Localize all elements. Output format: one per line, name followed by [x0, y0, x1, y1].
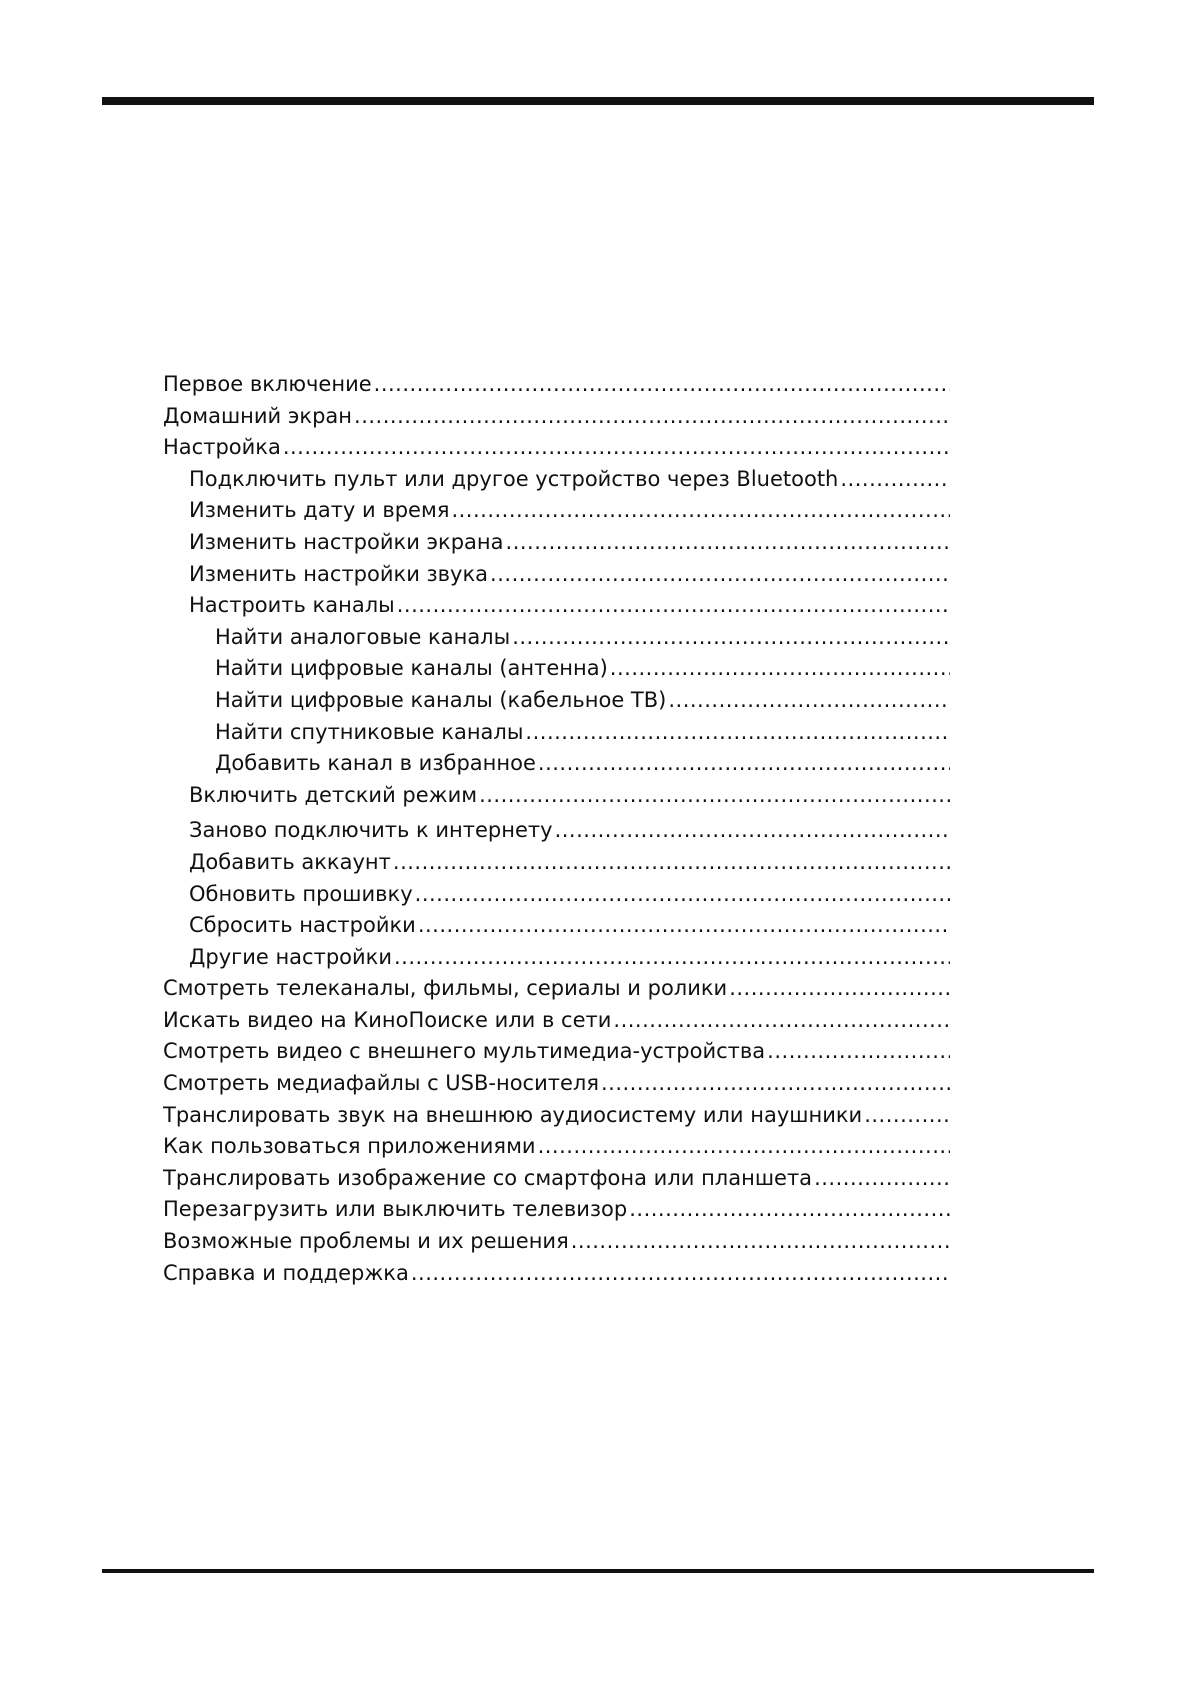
toc-leader-dots	[629, 1194, 950, 1226]
toc-leader-dots	[415, 879, 950, 911]
toc-entry-title: Включить детский режим	[189, 782, 478, 807]
toc-leader-dots	[525, 717, 950, 749]
table-of-contents	[163, 369, 950, 1289]
toc-entry-title: Как пользоваться приложениями	[163, 1134, 536, 1159]
toc-leader-dots	[555, 815, 950, 847]
toc-entry-title: Изменить настройки звука	[189, 561, 489, 586]
toc-entry[interactable]	[163, 685, 950, 717]
toc-leader-dots	[610, 653, 950, 685]
toc-entry[interactable]	[163, 717, 950, 749]
toc-entry[interactable]	[163, 559, 950, 591]
toc-entry[interactable]	[163, 653, 950, 685]
toc-entry[interactable]	[163, 1036, 950, 1068]
toc-leader-dots	[767, 1036, 950, 1068]
toc-leader-dots	[479, 780, 950, 812]
toc-leader-dots	[668, 685, 950, 717]
toc-entry[interactable]	[163, 910, 950, 942]
toc-entry-title: Добавить канал в избранное	[215, 751, 536, 776]
toc-leader-dots	[283, 432, 950, 464]
toc-entry[interactable]	[163, 464, 950, 496]
toc-leader-dots	[418, 910, 950, 942]
toc-entry-title: Сбросить настройки	[189, 913, 416, 938]
toc-entry[interactable]	[163, 1131, 950, 1163]
toc-entry[interactable]	[163, 590, 950, 622]
toc-entry[interactable]	[163, 495, 950, 527]
top-rule	[102, 97, 1094, 105]
toc-entry[interactable]	[163, 1258, 950, 1290]
toc-leader-dots	[393, 847, 950, 879]
toc-entry-title: Изменить дату и время	[189, 498, 450, 523]
toc-leader-dots	[354, 401, 950, 433]
toc-leader-dots	[538, 1131, 950, 1163]
toc-entry-title: Добавить аккаунт	[189, 849, 391, 874]
toc-leader-dots	[840, 464, 950, 496]
toc-entry[interactable]	[163, 815, 950, 847]
toc-leader-dots	[397, 590, 950, 622]
toc-entry-title: Обновить прошивку	[189, 881, 413, 906]
toc-leader-dots	[729, 973, 950, 1005]
toc-entry[interactable]	[163, 942, 950, 974]
toc-entry-title: Изменить настройки экрана	[189, 529, 504, 554]
toc-leader-dots	[451, 495, 950, 527]
toc-entry-title: Транслировать звук на внешнюю аудиосистему или наушники	[163, 1102, 863, 1127]
toc-entry-title: Первое включение	[163, 372, 372, 396]
toc-entry-title: Смотреть телеканалы, фильмы, сериалы и ролики	[163, 976, 728, 1001]
toc-entry[interactable]	[163, 622, 950, 654]
toc-entry[interactable]	[163, 401, 950, 433]
toc-entry-title: Смотреть медиафайлы с USB-носителя	[163, 1071, 599, 1096]
toc-leader-dots	[814, 1163, 950, 1195]
toc-entry-title: Возможные проблемы и их решения	[163, 1229, 569, 1254]
toc-entry-title: Найти аналоговые каналы	[215, 624, 511, 649]
toc-entry-title: Найти цифровые каналы (кабельное ТВ)	[215, 687, 667, 712]
toc-entry[interactable]	[163, 1005, 950, 1037]
toc-leader-dots	[571, 1226, 950, 1258]
toc-entry-title: Смотреть видео с внешнего мультимедиа-устройства	[163, 1039, 766, 1064]
toc-entry-title: Заново подключить к интернету	[189, 818, 553, 843]
toc-entry[interactable]	[163, 748, 950, 780]
toc-entry[interactable]	[163, 432, 950, 464]
toc-leader-dots	[538, 748, 950, 780]
toc-entry-title: Другие настройки	[189, 944, 392, 969]
toc-leader-dots	[394, 942, 950, 974]
toc-leader-dots	[411, 1258, 950, 1290]
toc-entry-title: Подключить пульт или другое устройство через Bluetooth	[189, 466, 839, 491]
toc-entry[interactable]	[163, 527, 950, 559]
toc-leader-dots	[490, 559, 950, 591]
toc-entry[interactable]	[163, 369, 950, 401]
toc-entry-title: Настройка	[163, 435, 281, 460]
toc-entry[interactable]	[163, 1163, 950, 1195]
toc-entry-title: Справка и поддержка	[163, 1260, 409, 1285]
toc-entry-title: Найти спутниковые каналы	[215, 719, 524, 744]
toc-entry-title: Перезагрузить или выключить телевизор	[163, 1197, 628, 1222]
toc-leader-dots	[601, 1068, 950, 1100]
toc-entry[interactable]	[163, 1226, 950, 1258]
toc-entry[interactable]	[163, 1100, 950, 1132]
toc-entry[interactable]	[163, 780, 950, 812]
toc-entry-title: Домашний экран	[163, 403, 353, 428]
toc-entry-title: Найти цифровые каналы (антенна)	[215, 656, 608, 681]
toc-entry-title: Искать видео на КиноПоиске или в сети	[163, 1007, 612, 1032]
toc-leader-dots	[506, 527, 950, 559]
bottom-rule	[102, 1569, 1094, 1573]
toc-entry[interactable]	[163, 1068, 950, 1100]
toc-entry-title: Транслировать изображение со смартфона или планшета	[163, 1165, 813, 1190]
toc-entry[interactable]	[163, 973, 950, 1005]
toc-entry-title: Настроить каналы	[189, 593, 395, 618]
toc-leader-dots	[512, 622, 950, 654]
toc-entry[interactable]	[163, 879, 950, 911]
toc-leader-dots	[613, 1005, 950, 1037]
toc-leader-dots	[374, 369, 950, 401]
toc-leader-dots	[864, 1100, 950, 1132]
toc-entry[interactable]	[163, 1194, 950, 1226]
toc-entry[interactable]	[163, 847, 950, 879]
